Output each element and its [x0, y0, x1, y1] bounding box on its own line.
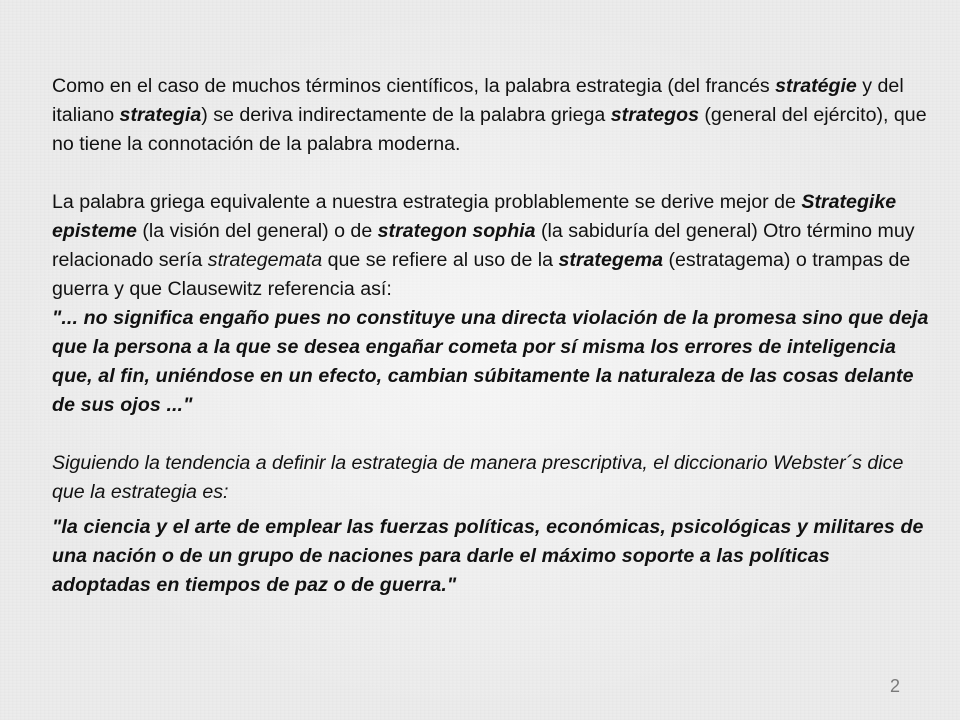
term-strategema: strategema: [558, 249, 664, 271]
text-segment: La palabra griega equivalente a nuestra estrategia problablemente se derive mejor de: [52, 191, 802, 213]
text-segment: (la visión del general) o de: [136, 220, 378, 242]
slide-body: [52, 72, 932, 600]
text-segment: (la sabiduría del general) Otro término muy relacionado sería: [52, 220, 915, 271]
term-strategon-sophia: strategon sophia: [377, 220, 536, 242]
term-strategike-episteme: Strategike episteme: [52, 191, 897, 242]
paragraph-greek-terms: [52, 188, 932, 304]
page-number: 2: [890, 676, 901, 696]
term-strategos: strategos: [610, 104, 699, 126]
paragraph-spacer: [52, 159, 932, 188]
text-segment: ) se deriva indirectamente de la palabra griega: [201, 104, 611, 126]
text-segment: (estratagema) o trampas de guerra y que Clausewitz referencia así:: [52, 249, 911, 300]
term-strategia: strategia: [119, 104, 202, 126]
clausewitz-quote: "... no significa engaño pues no constituye una directa violación de la promesa sino que deja que la persona a la que se desea engañar cometa por sí misma los errores de inteligencia que, al fin, uniéndose en un efecto, cambian súbitamente la naturaleza de las cosas delante de sus ojos ...": [52, 307, 929, 416]
term-strategie: stratégie: [775, 75, 857, 97]
paragraph-etymology: [52, 72, 932, 159]
term-strategemata: strategemata: [207, 249, 323, 271]
text-segment: (general del ejército), que no tiene la connotación de la palabra moderna.: [52, 104, 927, 155]
text-segment: que se refiere al uso de la: [322, 249, 559, 271]
paragraph-webster-intro: Siguiendo la tendencia a definir la estrategia de manera prescriptiva, el diccionario Webster´s dice que la estrategia es:: [52, 452, 904, 503]
webster-quote: "la ciencia y el arte de emplear las fuerzas políticas, económicas, psicológicas y militares de una nación o de un grupo de naciones para darle el máximo soporte a las políticas adoptadas en tiempos de paz o de guerra.": [52, 516, 924, 596]
text-segment: Como en el caso de muchos términos científicos, la palabra estrategia (del francés: [52, 75, 776, 97]
paragraph-spacer: [52, 420, 932, 449]
text-segment: y del italiano: [52, 75, 904, 126]
